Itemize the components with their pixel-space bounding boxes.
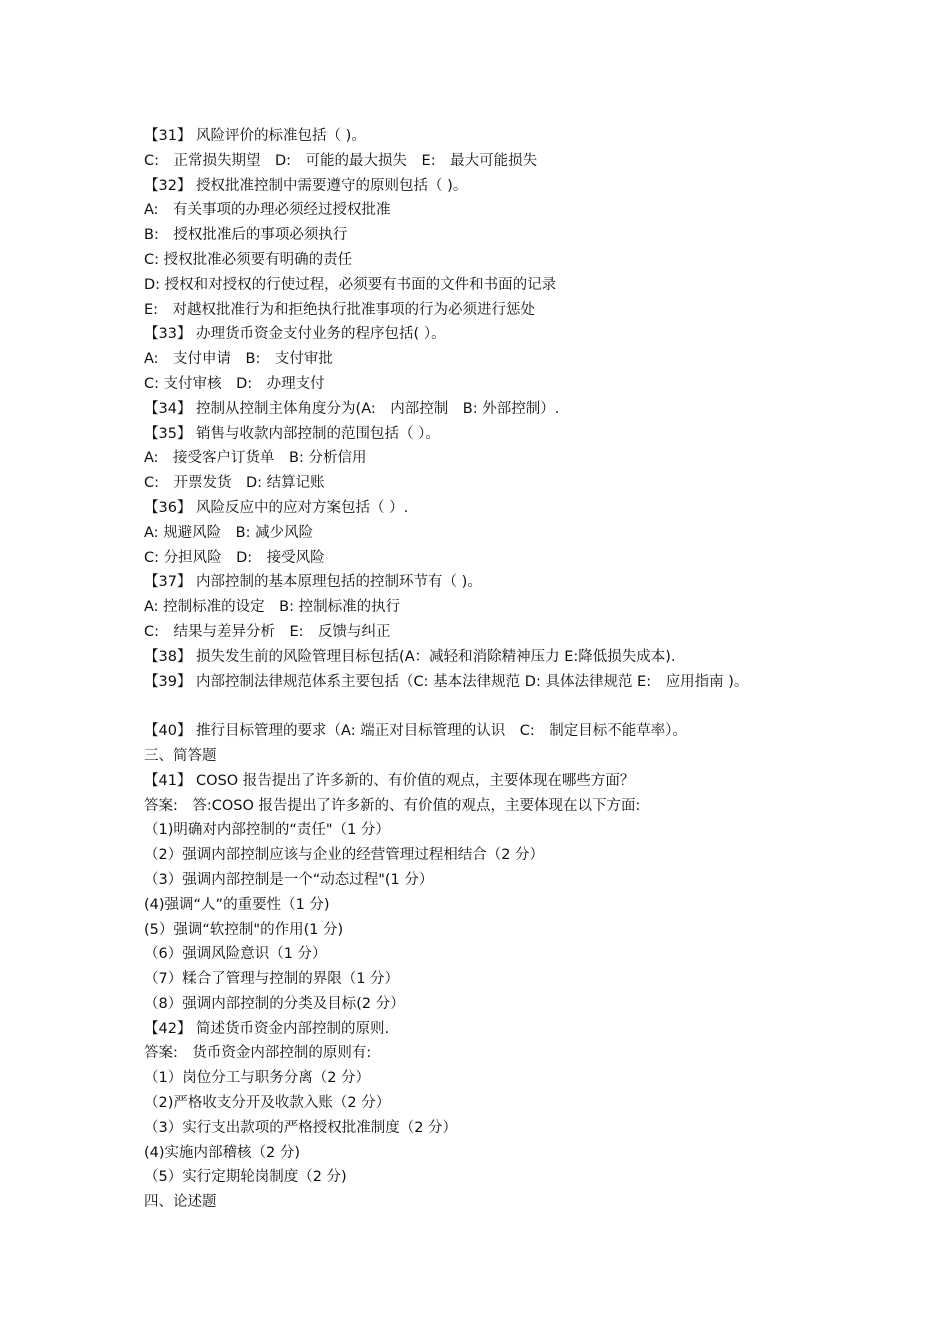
question-36-options-cd: C: 分担风险 D: 接受风险 xyxy=(144,549,325,566)
question-32: 【32】 授权批准控制中需要遵守的原则包括（ )。 xyxy=(144,177,468,194)
answer-42-point-4: (4)实施内部稽核（2 分) xyxy=(144,1144,301,1161)
question-35-options-cd: C: 开票发货 D: 结算记账 xyxy=(144,475,325,492)
question-32-option-b: B: 授权批准后的事项必须执行 xyxy=(144,227,348,244)
question-36-options-ab: A: 规避风险 B: 减少风险 xyxy=(144,524,314,541)
answer-41-point-3: （3）强调内部控制是一个“动态过程"(1 分） xyxy=(144,871,434,888)
question-42: 【42】 简述货币资金内部控制的原则. xyxy=(144,1020,390,1037)
question-32-option-a: A: 有关事项的办理必须经过授权批准 xyxy=(144,202,391,219)
question-37: 【37】 内部控制的基本原理包括的控制环节有（ )。 xyxy=(144,574,482,591)
answer-41-point-8: （8）强调内部控制的分类及目标(2 分） xyxy=(144,995,405,1012)
answer-41-point-7: （7）糅合了管理与控制的界限（1 分） xyxy=(144,971,400,988)
question-33: 【33】 办理货币资金支付业务的程序包括( ）。 xyxy=(144,326,446,343)
document-page xyxy=(144,124,844,1215)
question-41: 【41】 COSO 报告提出了许多新的、有价值的观点，主要体现在哪些方面？ xyxy=(144,772,635,789)
question-37-options-ab: A: 控制标准的设定 B: 控制标准的执行 xyxy=(144,599,401,616)
answer-42-point-3: （3）实行支出款项的严格授权批准制度（2 分） xyxy=(144,1119,458,1136)
question-32-option-e: E: 对越权批准行为和拒绝执行批准事项的行为必须进行惩处 xyxy=(144,301,536,318)
answer-42-point-1: （1）岗位分工与职务分离（2 分） xyxy=(144,1070,371,1087)
question-35-options-ab: A: 接受客户订货单 B: 分析信用 xyxy=(144,450,367,467)
question-32-option-c: C: 授权批准必须要有明确的责任 xyxy=(144,251,353,268)
section-heading-short-answer: 三、简答题 xyxy=(144,747,217,764)
question-37-options-ce: C: 结果与差异分析 E: 反馈与纠正 xyxy=(144,623,391,640)
question-35: 【35】 销售与收款内部控制的范围包括（ ）。 xyxy=(144,425,440,442)
question-31: 【31】 风险评价的标准包括（ )。 xyxy=(144,128,366,144)
question-32-option-d: D: 授权和对授权的行使过程，必须要有书面的文件和书面的记录 xyxy=(144,276,557,293)
answer-41-point-5: (5）强调“软控制"的作用(1 分) xyxy=(144,921,344,938)
answer-41-point-1: （1)明确对内部控制的“责任"（1 分） xyxy=(144,822,390,839)
question-31-options: C: 正常损失期望 D: 可能的最大损失 E: 最大可能损失 xyxy=(144,152,538,169)
question-34: 【34】 控制从控制主体角度分为(A: 内部控制 B: 外部控制）. xyxy=(144,400,560,417)
blank-line xyxy=(144,694,844,719)
question-36: 【36】 风险反应中的应对方案包括（ ）. xyxy=(144,499,409,516)
question-39: 【39】 内部控制法律规范体系主要包括（C: 基本法律规范 D: 具体法律规范 E: 应用指南 )。 xyxy=(144,673,749,690)
answer-42-point-2: （2)严格收支分开及收款入账（2 分） xyxy=(144,1095,391,1112)
answer-41-intro: 答案: 答:COSO 报告提出了许多新的、有价值的观点，主要体现在以下方面: xyxy=(144,797,641,814)
answer-41-point-6: （6）强调风险意识（1 分） xyxy=(144,946,327,963)
question-38: 【38】 损失发生前的风险管理目标包括(A：减轻和消除精神压力 E:降低损失成本). xyxy=(144,648,676,665)
answer-42-intro: 答案: 货币资金内部控制的原则有: xyxy=(144,1045,372,1062)
question-33-options-cd: C: 支付审核 D: 办理支付 xyxy=(144,375,325,392)
answer-41-point-2: （2）强调内部控制应该与企业的经营管理过程相结合（2 分） xyxy=(144,847,545,864)
answer-42-point-5: （5）实行定期轮岗制度（2 分) xyxy=(144,1169,347,1186)
answer-41-point-4: (4)强调“人”的重要性（1 分) xyxy=(144,896,330,913)
section-heading-essay: 四、论述题 xyxy=(144,1194,217,1211)
question-33-options-ab: A: 支付申请 B: 支付审批 xyxy=(144,351,333,368)
question-40: 【40】 推行目标管理的要求（A: 端正对目标管理的认识 C: 制定目标不能草率）。 xyxy=(144,723,687,740)
